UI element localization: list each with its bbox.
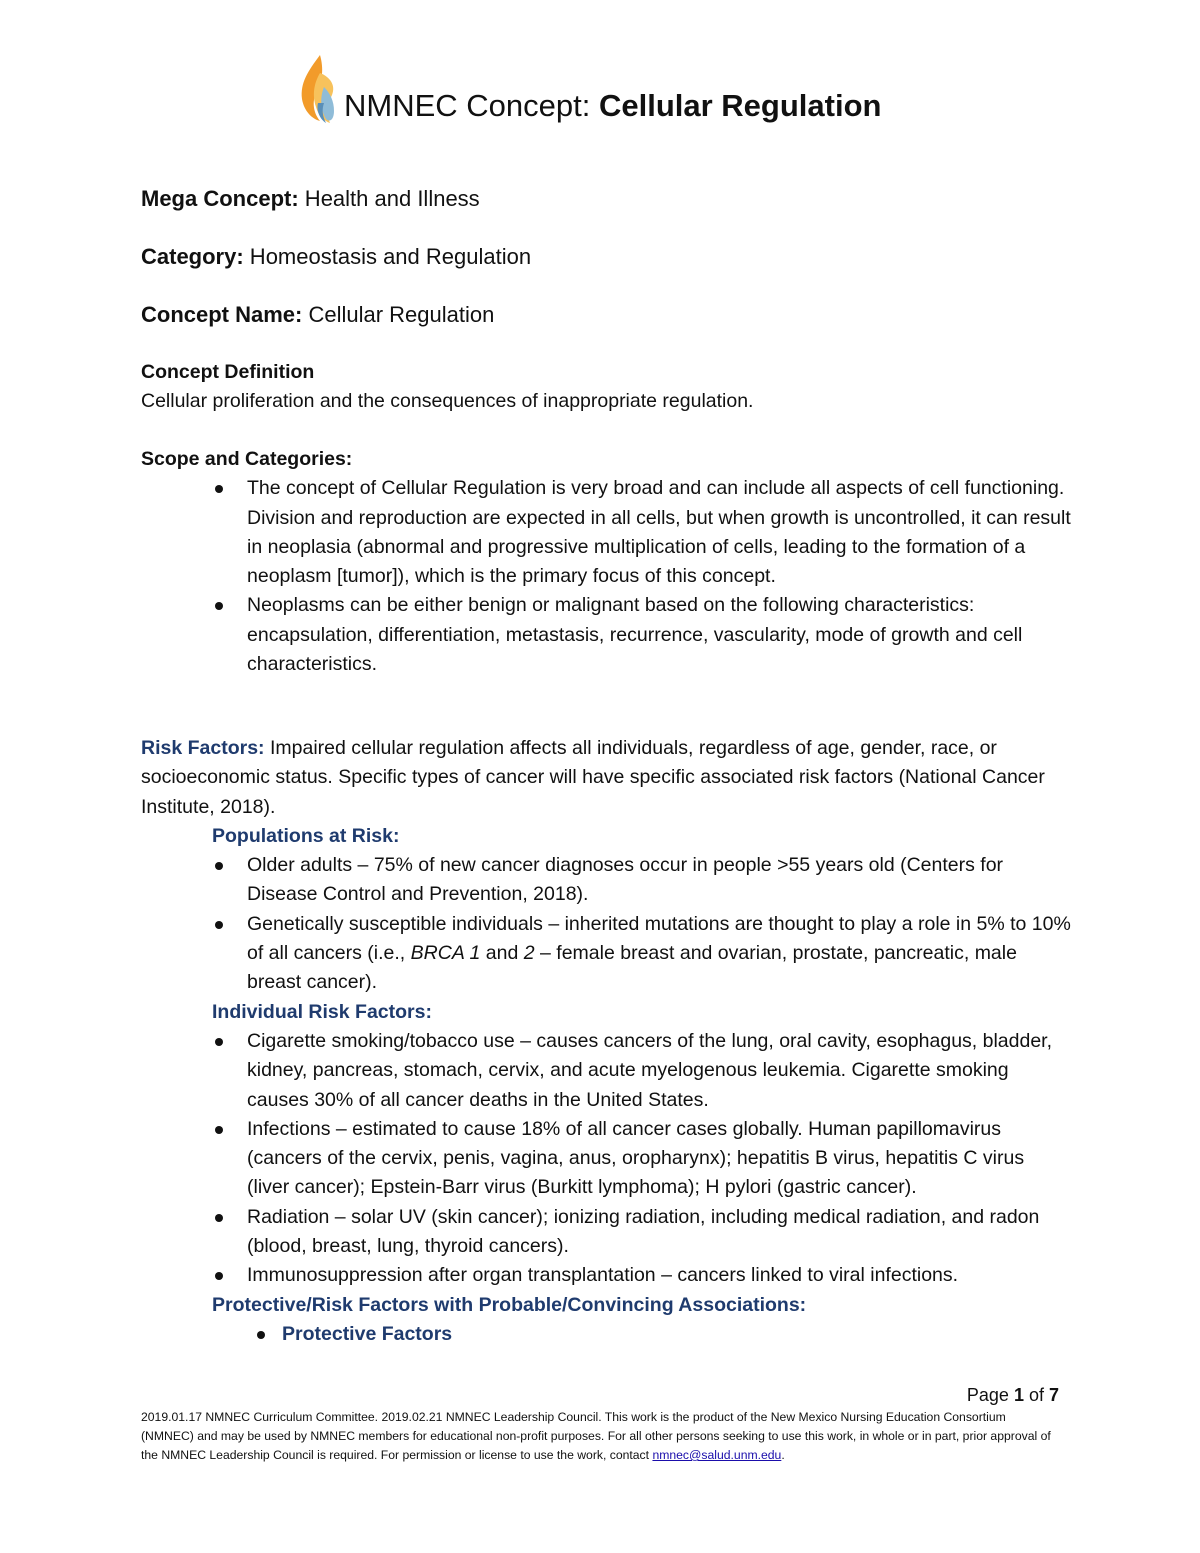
list-item: Genetically susceptible individuals – inherited mutations are thought to play a role in 5% to 10% of all cancers (i.e., BRCA 1 and 2 – female breast and ovarian, prostate, pancreatic, male breast cancer).	[141, 910, 1071, 998]
mega-concept-value: Health and Illness	[298, 186, 480, 211]
list-item: Older adults – 75% of new cancer diagnoses occur in people >55 years old (Centers for Disease Control and Prevention, 2018).	[141, 851, 1071, 910]
bullet-icon	[215, 1126, 223, 1134]
page-footer: 2019.01.17 NMNEC Curriculum Committee. 2019.02.21 NMNEC Leadership Council. This work is the product of the New Mexico Nursing Education Consortium (NMNEC) and may be used by NMNEC members for educational non-profit purposes. For all other persons seeking to use this work, in whole or in part, prior approval of the NMNEC Leadership Council is required. For permission or license to use the work, contact nmnec@salud.unm.edu.	[141, 1410, 1051, 1462]
bullet-icon	[215, 1272, 223, 1280]
mega-concept-line	[141, 185, 480, 213]
risk-intro	[141, 734, 1071, 822]
list-item: Cigarette smoking/tobacco use – causes cancers of the lung, oral cavity, esophagus, bladder, kidney, pancreas, stomach, cervix, and acute myelogenous leukemia. Cigarette smoking causes 30% of all cancer deaths in the United States.	[141, 1027, 1071, 1115]
list-item: Protective Factors	[141, 1320, 1071, 1349]
list-item: Infections – estimated to cause 18% of all cancer cases globally. Human papillomavirus (cancers of the cervix, penis, vagina, anus, oropharynx); hepatitis B virus, hepatitis C virus (liver cancer); Epstein-Barr virus (Burkitt lymphoma); H pylori (gastric cancer).	[141, 1115, 1071, 1203]
list-item: Radiation – solar UV (skin cancer); ionizing radiation, including medical radiation, and radon (blood, breast, lung, thyroid cancers).	[141, 1203, 1071, 1262]
list-item: The concept of Cellular Regulation is very broad and can include all aspects of cell functioning. Division and reproduction are expected in all cells, but when growth is uncontrolled, it can result in neoplasia (abnormal and progressive multiplication of cells, leading to the formation of a neoplasm [tumor]), which is the primary focus of this concept.	[141, 474, 1071, 591]
page-number: Page 1 of 7	[966, 1385, 1059, 1405]
concept-name-line	[141, 301, 494, 329]
bullet-icon	[215, 1214, 223, 1222]
document-header	[298, 50, 881, 125]
risk-label: Risk Factors:	[141, 737, 265, 759]
concept-definition-section	[141, 358, 1071, 417]
concept-name-value: Cellular Regulation	[302, 302, 495, 327]
concept-name-label: Concept Name:	[141, 302, 303, 327]
mega-concept-label: Mega Concept:	[141, 186, 299, 211]
category-value: Homeostasis and Regulation	[243, 244, 532, 269]
bullet-icon	[215, 485, 223, 493]
definition-text: Cellular proliferation and the consequences of inappropriate regulation.	[141, 390, 754, 413]
category-line	[141, 243, 531, 271]
populations-heading: Populations at Risk:	[212, 824, 400, 847]
page-title: NMNEC Concept: Cellular Regulation	[344, 88, 882, 123]
list-item: Neoplasms can be either benign or malignant based on the following characteristics: encapsulation, differentiation, metastasis, recurrence, vascularity, mode of growth and cell characteristics.	[141, 591, 1071, 679]
individual-risk-heading: Individual Risk Factors:	[212, 1000, 432, 1023]
risk-intro-text: Impaired cellular regulation affects all individuals, regardless of age, gender, race, or socioeconomic status. Specific types of cancer will have specific associated risk factors (National Cancer Institute, 2018).	[141, 737, 1045, 818]
category-label: Category:	[141, 244, 244, 269]
footer-text: 2019.01.17 NMNEC Curriculum Committee. 2019.02.21 NMNEC Leadership Council. This work is the product of the New Mexico Nursing Education Consortium (NMNEC) and may be used by NMNEC members for educational non-profit purposes. For all other persons seeking to use this work, in whole or in part, prior approval of the NMNEC Leadership Council is required. For permission or license to use the work, contact	[141, 1410, 1051, 1462]
bullet-icon	[257, 1331, 265, 1339]
nmnec-flame-logo-icon	[298, 53, 338, 125]
risk-factors-section	[141, 734, 1071, 1349]
protective-heading: Protective/Risk Factors with Probable/Convincing Associations:	[212, 1293, 807, 1316]
list-item: Immunosuppression after organ transplantation – cancers linked to viral infections.	[141, 1261, 1071, 1290]
bullet-icon	[215, 1038, 223, 1046]
scope-section	[141, 445, 1071, 679]
contact-email-link[interactable]: nmnec@salud.unm.edu	[652, 1448, 782, 1462]
definition-heading: Concept Definition	[141, 361, 315, 383]
bullet-icon	[215, 862, 223, 870]
bullet-icon	[215, 602, 223, 610]
bullet-icon	[215, 921, 223, 929]
scope-heading: Scope and Categories:	[141, 448, 353, 470]
